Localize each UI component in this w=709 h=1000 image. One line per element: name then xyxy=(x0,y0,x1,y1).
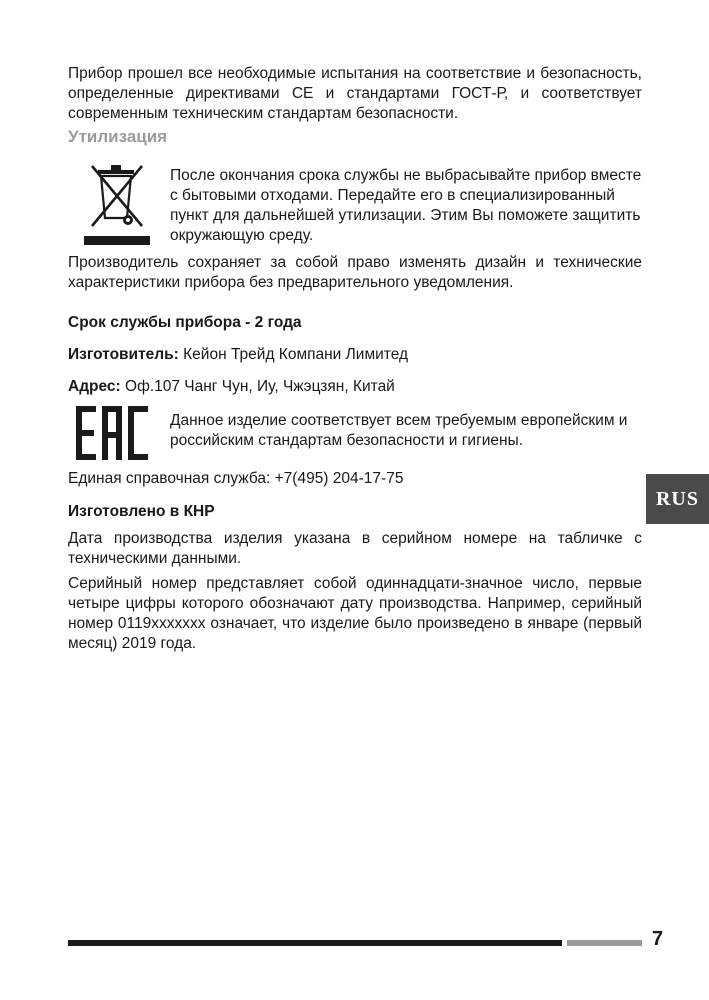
design-notice: Производитель сохраняет за собой право изменять дизайн и технические характеристики прибора без предварительного уведомления. xyxy=(68,254,642,291)
address-label: Адрес: xyxy=(68,378,121,395)
eac-text: Данное изделие соответствует всем требуемым европейским и российским стандартам безопасности и гигиены. xyxy=(170,412,628,449)
page-number: 7 xyxy=(652,928,664,950)
crossed-out-wheelie-bin-icon xyxy=(84,160,154,248)
made-in: Изготовлено в КНР xyxy=(68,503,215,520)
hotline: Единая справочная служба: +7(495) 204-17-75 xyxy=(68,470,404,487)
footer-bar-gray xyxy=(567,940,642,946)
intro-paragraph: Прибор прошел все необходимые испытания на соответствие и безопасность, определенные директивами CE и стандартами ГОСТ-Р, и соответствует современным техническим стандартам безопасности. xyxy=(68,65,642,122)
production-date: Дата производства изделия указана в серийном номере на табличке с техническими данными. xyxy=(68,530,642,567)
eac-mark-icon xyxy=(74,405,152,461)
manufacturer-line xyxy=(68,345,642,365)
serial-info: Серийный номер представляет собой одиннадцати-значное число, первые четыре цифры которого обозначают дату производства. Например, серийный номер 0119xxxxxxx означает, что изделие было произведено в январе (первый месяц) 2019 года. xyxy=(68,575,642,652)
address-line xyxy=(68,377,642,397)
language-tab: RUS xyxy=(646,474,709,524)
service-life: Срок службы прибора - 2 года xyxy=(68,314,302,331)
manufacturer-label: Изготовитель: xyxy=(68,346,179,363)
disposal-heading: Утилизация xyxy=(68,127,168,146)
disposal-text: После окончания срока службы не выбрасывайте прибор вместе с бытовыми отходами. Передайте его в специализированный пункт для дальнейшей утилизации. Этим Вы поможете защитить окружающую среду. xyxy=(170,167,642,244)
manufacturer-value: Кейон Трейд Компани Лимитед xyxy=(178,346,409,363)
address-value: Оф.107 Чанг Чун, Иу, Чжэцзян, Китай xyxy=(120,378,395,395)
footer-bar-dark xyxy=(68,940,562,946)
